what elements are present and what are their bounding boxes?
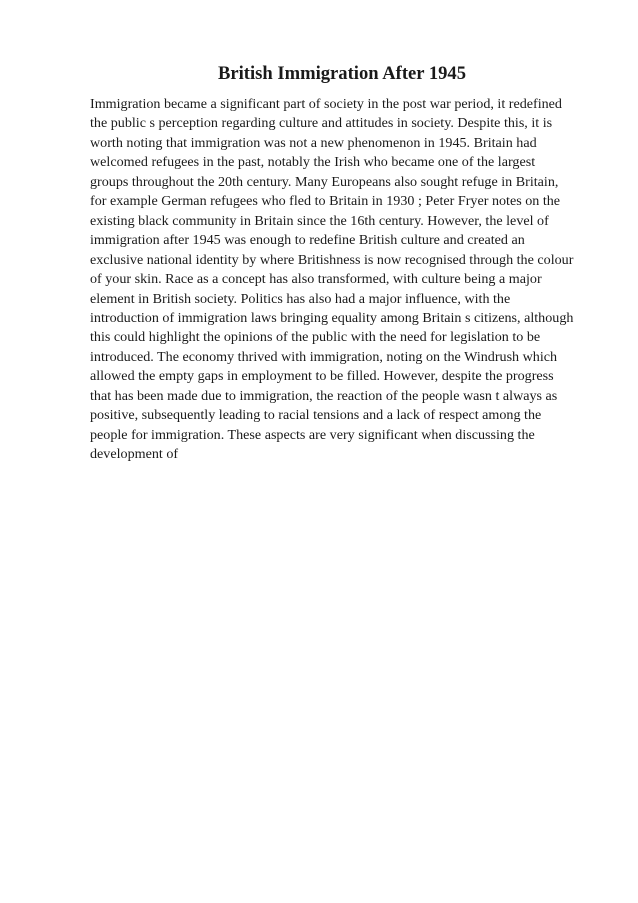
paragraph-line: exclusive national identity by where Britishness is now recognised through the colour	[90, 251, 574, 268]
paragraph-line: element in British society. Politics has also had a major influence, with the	[90, 290, 511, 307]
paragraph-line: groups throughout the 20th century. Many Europeans also sought refuge in Britain,	[90, 173, 559, 190]
paragraph-line: worth noting that immigration was not a new phenomenon in 1945. Britain had	[90, 134, 537, 151]
paragraph-line: positive, subsequently leading to racial tensions and a lack of respect among the	[90, 407, 542, 424]
paragraph-line: existing black community in Britain since the 16th century. However, the level of	[90, 212, 549, 229]
paragraph-line: of your skin. Race as a concept has also transformed, with culture being a major	[90, 271, 542, 288]
paragraph-line: development of	[90, 446, 179, 463]
paragraph-line: immigration after 1945 was enough to redefine British culture and created an	[90, 232, 525, 249]
paragraph-line: Immigration became a significant part of society in the post war period, it redefined	[90, 96, 562, 112]
paragraph-line: for example German refugees who fled to Britain in 1930 ; Peter Fryer notes on the	[90, 193, 561, 210]
paragraph-line: people for immigration. These aspects are very significant when discussing the	[90, 426, 535, 443]
body-paragraph	[90, 95, 600, 465]
paragraph-line: the public s perception regarding culture and attitudes in society. Despite this, it is	[90, 115, 553, 132]
paragraph-line: allowed the empty gaps in employment to be filled. However, despite the progress	[90, 368, 554, 385]
document-title: British Immigration After 1945	[217, 63, 467, 84]
paragraph-line: welcomed refugees in the past, notably the Irish who became one of the largest	[90, 154, 536, 171]
paragraph-line: introduction of immigration laws bringing equality among Britain s citizens, although	[90, 309, 574, 326]
paragraph-line: that has been made due to immigration, the reaction of the people wasn t always as	[90, 387, 558, 404]
paragraph-line: introduced. The economy thrived with immigration, noting on the Windrush which	[90, 348, 558, 365]
paragraph-line: this could highlight the opinions of the public with the need for legislation to be	[90, 329, 541, 346]
